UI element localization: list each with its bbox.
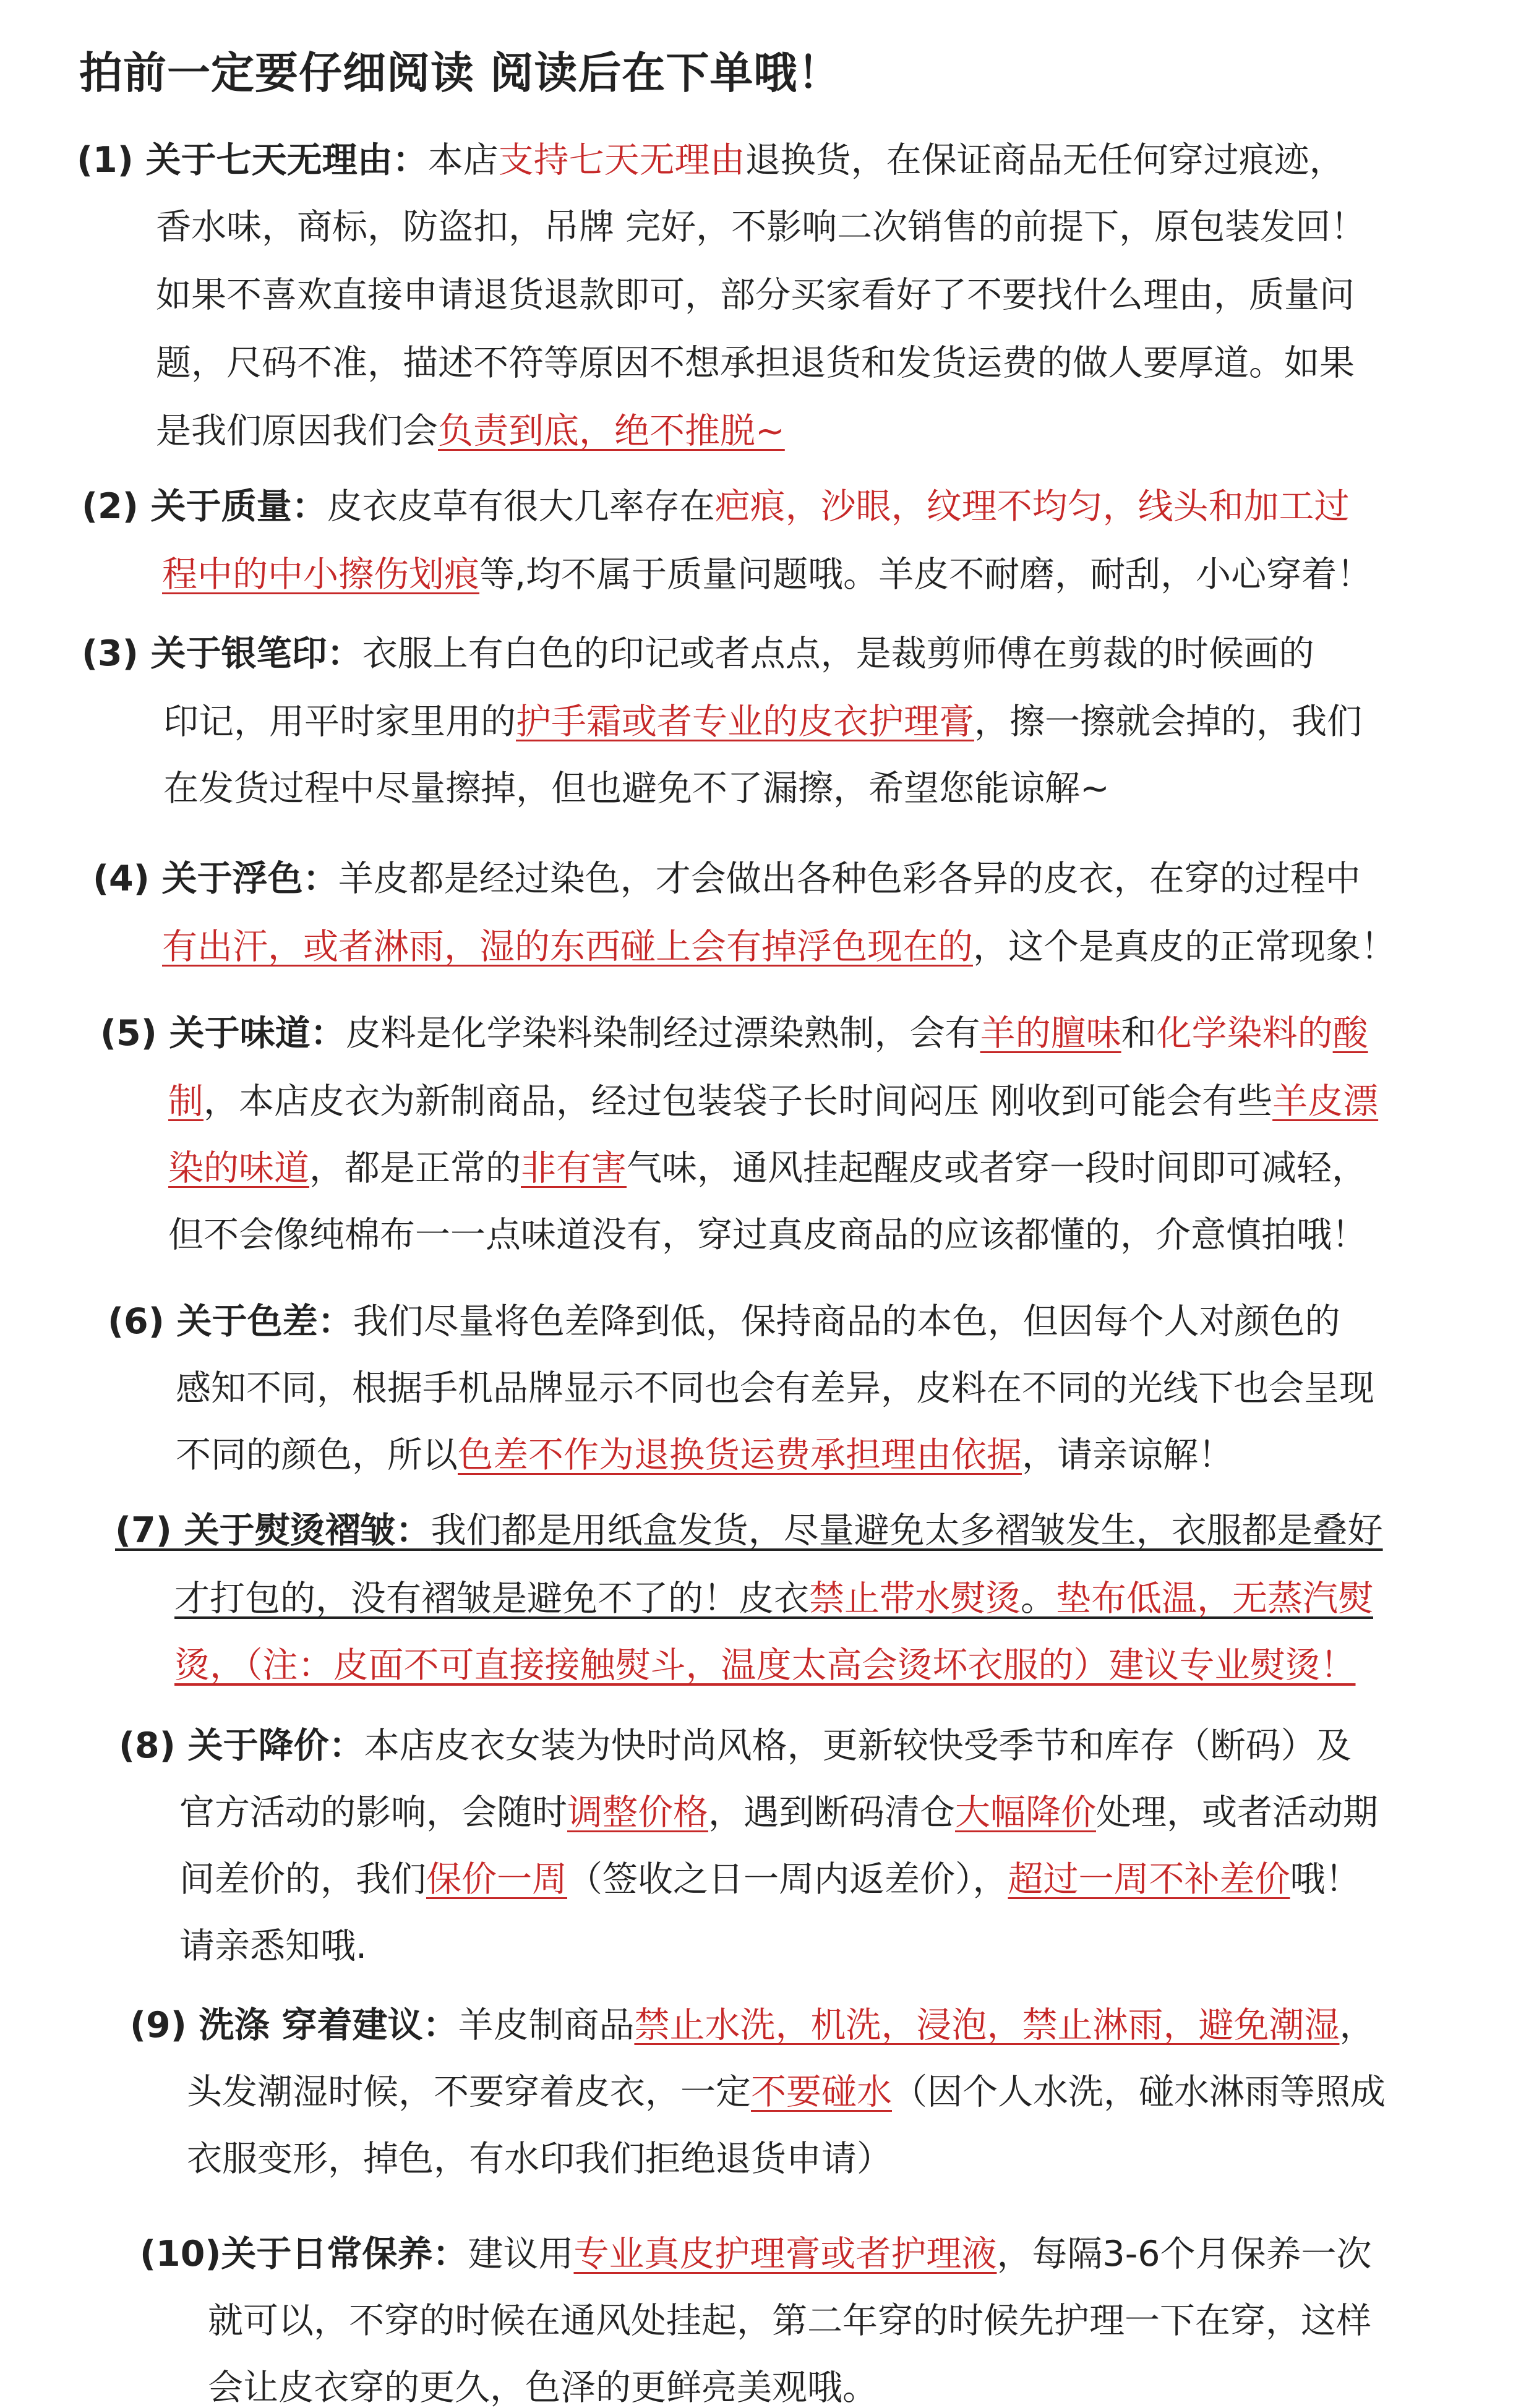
- section-10-line-3: 会让皮衣穿的更久，色泽的更鲜亮美观哦。: [208, 2367, 878, 2408]
- section-9-text: ，: [1339, 2005, 1375, 2046]
- section-4-highlight: 有出汗，或者淋雨，湿的东西碰上会有掉浮色现在的: [162, 926, 973, 967]
- section-8-text: 本店皮衣女装为快时尚风格，更新较快受季节和库存（断码）及: [364, 1725, 1352, 1766]
- section-2-highlight: 程中的中小擦伤划痕: [162, 554, 479, 595]
- section-7-text: 才打包的，没有褶皱是避免不了的！皮衣: [174, 1578, 809, 1619]
- section-10-highlight: 专业真皮护理膏或者护理液: [573, 2234, 997, 2274]
- section-7-heading: (7) 关于熨烫褶皱：: [115, 1510, 431, 1551]
- section-8-line-1: [119, 1727, 1352, 1765]
- section-9-heading: (9) 洗涤 穿着建议：: [130, 2005, 458, 2046]
- section-1-line-3: 如果不喜欢直接申请退货退款即可，部分买家看好了不要找什么理由，质量问: [156, 275, 1355, 315]
- section-1-highlight: 负责到底，绝不推脱~: [438, 411, 785, 451]
- section-9-text: （因个人水洗，碰水淋雨等照成: [892, 2072, 1386, 2112]
- section-1-text: 是我们原因我们会: [156, 411, 438, 451]
- section-3-text: 衣服上有白色的印记或者点点，是裁剪师傅在剪裁的时候画的: [362, 633, 1314, 674]
- section-8-text: ，遇到断码清仓: [708, 1792, 955, 1833]
- section-9-highlight: 不要碰水: [751, 2072, 892, 2112]
- section-10-line-1: [140, 2235, 1372, 2274]
- section-7-line-2: [174, 1579, 1373, 1618]
- section-3-highlight: 护手霜或者专业的皮衣护理膏: [516, 701, 974, 742]
- section-6-line-3: [176, 1436, 1233, 1475]
- section-8-text: 处理，或者活动期: [1096, 1792, 1378, 1833]
- section-5-text: ，本店皮衣为新制商品，经过包装袋子长时间闷压 刚收到可能会有些: [204, 1081, 1273, 1122]
- section-2-line-2: [162, 555, 1372, 594]
- section-8-line-2: [179, 1793, 1378, 1832]
- section-5-highlight: 羊皮漂: [1272, 1081, 1379, 1122]
- section-7-highlight: 垫布低温，无蒸汽熨: [1056, 1578, 1373, 1619]
- section-5-text: ，都是正常的: [309, 1148, 521, 1189]
- section-8-highlight: 保价一周: [426, 1859, 567, 1900]
- section-5-heading: (5) 关于味道：: [100, 1013, 346, 1054]
- section-8-heading: (8) 关于降价：: [119, 1725, 364, 1766]
- section-4-line-1: [93, 860, 1361, 899]
- section-8-text: （签收之日一周内返差价），: [567, 1859, 1008, 1900]
- section-2-text: 等,均不属于质量问题哦。羊皮不耐磨，耐刮，小心穿着！: [479, 554, 1373, 595]
- section-8-line-4: 请亲悉知哦.: [179, 1926, 367, 1966]
- section-1-text: 本店: [427, 140, 499, 181]
- section-6-line-2: 感知不同，根据手机品牌显示不同也会有差异，皮料在不同的光线下也会呈现: [176, 1368, 1374, 1409]
- section-7-line-1: [115, 1511, 1383, 1550]
- section-5-highlight: 染的味道: [168, 1148, 309, 1189]
- section-5-highlight: 制: [168, 1081, 204, 1122]
- section-3-line-3: 在发货过程中尽量擦掉，但也避免不了漏擦，希望您能谅解~: [163, 768, 1110, 809]
- section-6-text: 不同的颜色，所以: [176, 1435, 458, 1475]
- section-6-line-1: [108, 1302, 1340, 1341]
- section-1-line-5: [156, 412, 785, 451]
- section-5-highlight: 化学染料的: [1156, 1013, 1333, 1054]
- section-7-text: 我们都是用纸盒发货，尽量避免太多褶皱发生，衣服都是叠好: [431, 1510, 1383, 1551]
- section-4-text: ，这个是真皮的正常现象！: [973, 926, 1396, 967]
- section-5-highlight: 羊的膻味: [980, 1013, 1121, 1054]
- section-5-text: 皮料是化学染料染制经过漂染熟制，会有: [345, 1013, 980, 1054]
- section-3-heading: (3) 关于银笔印：: [82, 633, 362, 674]
- section-4-text: 羊皮都是经过染色，才会做出各种色彩各异的皮衣，在穿的过程中: [338, 858, 1361, 899]
- section-3-line-2: [163, 702, 1362, 741]
- section-4-line-2: [162, 928, 1396, 967]
- section-9-text: 羊皮制商品: [458, 2005, 635, 2046]
- section-6-heading: (6) 关于色差：: [108, 1301, 353, 1342]
- section-6-text: ，请亲谅解！: [1022, 1435, 1233, 1475]
- section-1-text: 退换货，在保证商品无任何穿过痕迹，: [745, 140, 1345, 181]
- section-3-text: 印记，用平时家里用的: [163, 701, 516, 742]
- section-3-line-1: [82, 634, 1314, 673]
- section-3-text: ，擦一擦就会掉的，我们: [974, 701, 1362, 742]
- section-5-highlight: 非有害: [521, 1148, 627, 1189]
- section-10-text: ，每隔3-6个月保养一次: [996, 2234, 1372, 2274]
- section-2-highlight: 疤痕，沙眼，纹理不均匀，线头和加工过: [714, 486, 1350, 527]
- section-9-text: 头发潮湿时候，不要穿着皮衣，一定: [187, 2072, 751, 2112]
- section-5-highlight: 酸: [1332, 1013, 1368, 1054]
- section-5-text: 气味，通风挂起醒皮或者穿一段时间即可减轻，: [627, 1148, 1367, 1189]
- section-10-text: 建议用: [468, 2234, 574, 2274]
- section-6-highlight: 色差不作为退换货运费承担理由依据: [458, 1435, 1022, 1475]
- section-9-highlight: 禁止水洗，机洗，浸泡，禁止淋雨，避免潮湿: [634, 2005, 1340, 2046]
- section-7-text: 。: [1021, 1578, 1056, 1619]
- section-6-text: 我们尽量将色差降到低，保持商品的本色，但因每个人对颜色的: [353, 1301, 1340, 1342]
- section-9-line-2: [187, 2073, 1386, 2112]
- section-2-heading: (2) 关于质量：: [82, 486, 327, 527]
- section-5-text: 和: [1121, 1013, 1157, 1054]
- section-8-line-3: [179, 1860, 1361, 1899]
- section-2-line-1: [82, 487, 1350, 526]
- section-5-line-1: [100, 1014, 1368, 1053]
- section-7-highlight: 禁止带水熨烫: [809, 1578, 1021, 1619]
- section-9-line-1: [130, 2006, 1374, 2045]
- section-4-heading: (4) 关于浮色：: [93, 858, 338, 899]
- section-8-text: 官方活动的影响，会随时: [179, 1792, 567, 1833]
- section-8-highlight: 超过一周不补差价: [1008, 1859, 1290, 1900]
- section-8-text: 哦！: [1290, 1859, 1361, 1900]
- section-1-heading: (1) 关于七天无理由：: [77, 140, 428, 181]
- section-10-line-2: 就可以，不穿的时候在通风处挂起，第二年穿的时候先护理一下在穿，这样: [208, 2300, 1371, 2341]
- section-5-line-2: [168, 1082, 1378, 1121]
- section-8-text: 间差价的，我们: [179, 1859, 426, 1900]
- section-5-line-3: [168, 1149, 1367, 1188]
- section-8-highlight: 大幅降价: [955, 1792, 1096, 1833]
- section-2-text: 皮衣皮草有很大几率存在: [327, 486, 715, 527]
- section-1-highlight: 支持七天无理由: [498, 140, 745, 181]
- section-1-line-1: [77, 141, 1345, 180]
- section-8-highlight: 调整价格: [567, 1792, 708, 1833]
- section-1-line-2: 香水味，商标，防盗扣，吊牌 完好，不影响二次销售的前提下，原包装发回！: [156, 207, 1366, 247]
- section-5-line-4: 但不会像纯棉布一一点味道没有，穿过真皮商品的应该都懂的，介意慎拍哦！: [168, 1215, 1367, 1255]
- section-10-heading: (10)关于日常保养：: [140, 2234, 468, 2274]
- section-1-line-4: 题，尺码不准，描述不符等原因不想承担退货和发货运费的做人要厚道。如果: [156, 343, 1355, 383]
- section-9-line-3: 衣服变形，掉色，有水印我们拒绝退货申请）: [187, 2138, 892, 2179]
- page-title: 拍前一定要仔细阅读 阅读后在下单哦！: [79, 48, 842, 98]
- section-7-line-3: 烫，（注：皮面不可直接接触熨斗，温度太高会烫坏衣服的）建议专业熨烫！: [174, 1645, 1356, 1686]
